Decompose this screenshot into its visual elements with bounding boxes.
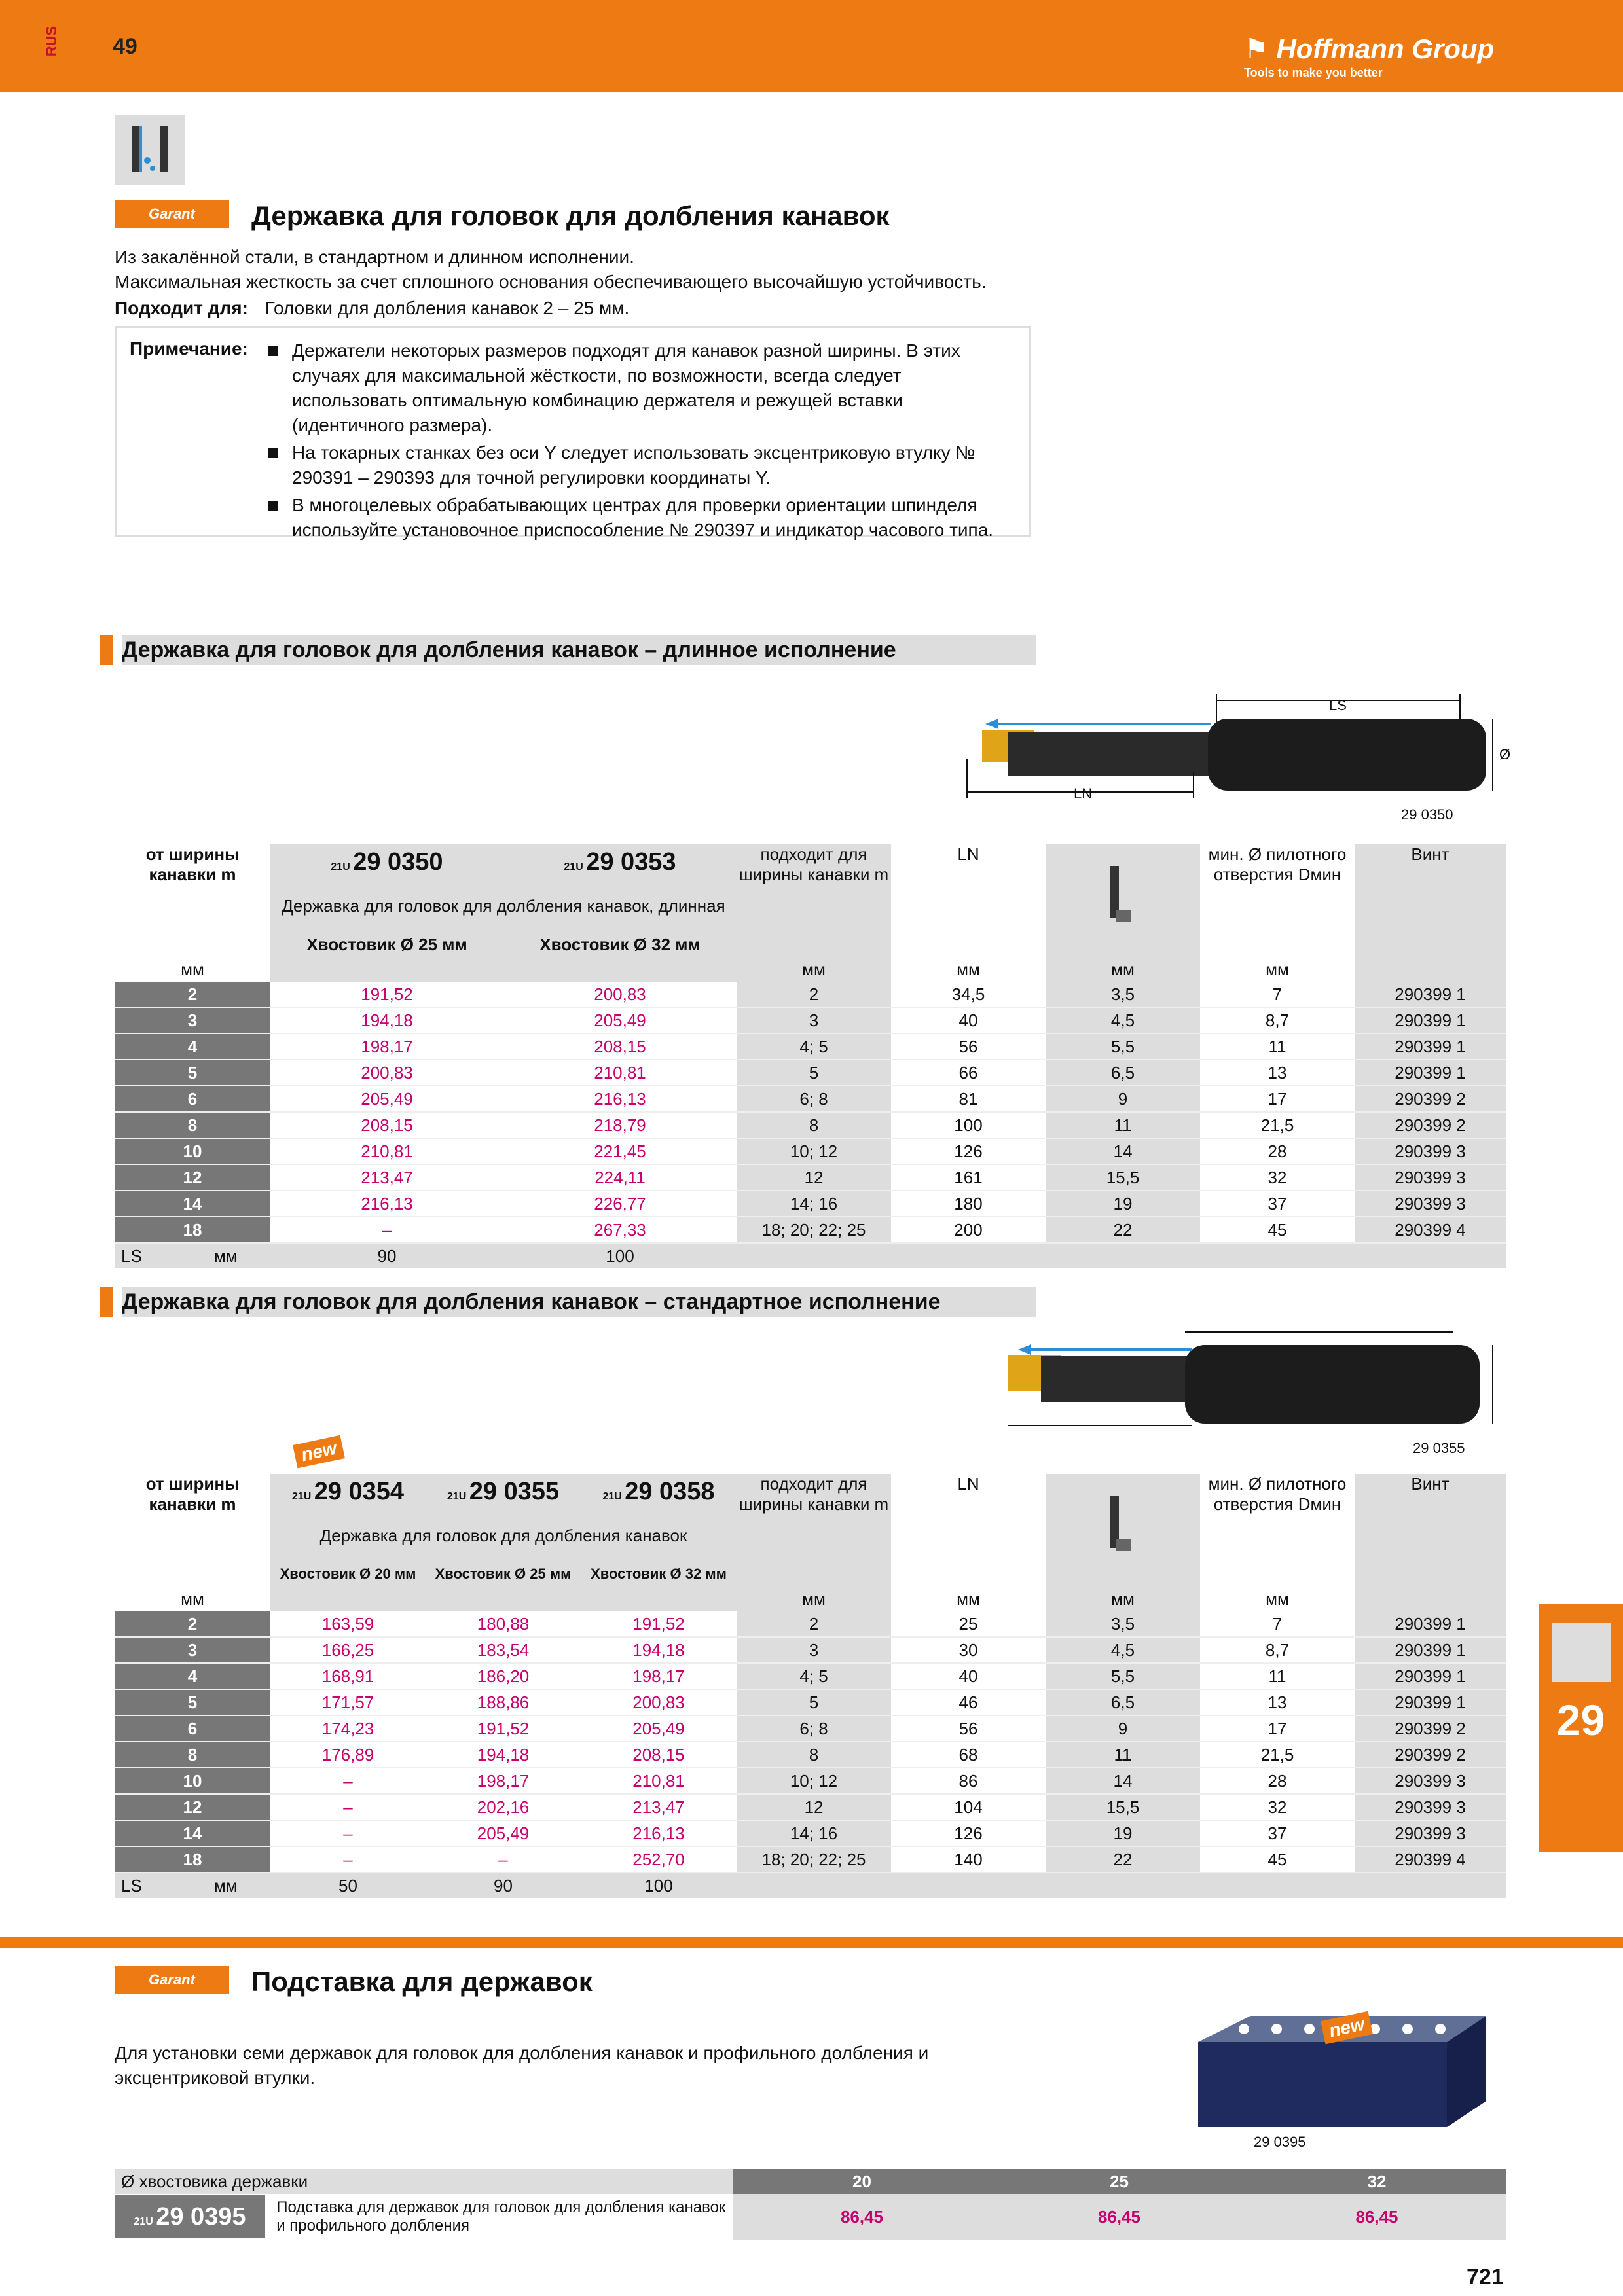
width-cell: 5 (115, 1689, 270, 1715)
col-ln-header: LN (957, 1474, 979, 1494)
price-cell: 194,18 (270, 1007, 503, 1033)
section-standard-heading: Державка для головок для долбления канавок – стандартное исполнение (122, 1289, 941, 1314)
value-cell: 18; 20; 22; 25 (737, 1846, 891, 1873)
table-row (115, 1138, 1506, 1164)
price-cell: – (270, 1846, 426, 1873)
price-cell: 180,88 (426, 1611, 581, 1637)
ls-value: 90 (270, 1243, 503, 1268)
ls-value: 90 (426, 1873, 581, 1898)
value-cell: 86 (891, 1768, 1046, 1794)
price-cell: 221,45 (503, 1138, 737, 1164)
price-cell: 226,77 (503, 1191, 737, 1217)
value-cell: 126 (891, 1138, 1046, 1164)
price-cell: 168,91 (270, 1663, 426, 1689)
price-cell: 205,49 (270, 1086, 503, 1112)
col-fits-header: подходит для ширины канавки m (737, 844, 891, 957)
stand-description: Для установки семи державок для головок для долбления канавок и профильного долбления и эксцентриковой втулки. (115, 2043, 929, 2088)
width-cell: 18 (115, 1217, 270, 1243)
value-cell: 104 (891, 1794, 1046, 1820)
price-cell: 213,47 (270, 1164, 503, 1191)
value-cell: 22 (1046, 1217, 1200, 1243)
price-cell: 205,49 (426, 1820, 581, 1846)
ls-row-label (115, 1243, 270, 1268)
value-cell: 8 (737, 1112, 891, 1138)
value-cell: 15,5 (1046, 1164, 1200, 1191)
value-cell: 100 (891, 1112, 1046, 1138)
value-cell: 7 (1200, 1611, 1355, 1637)
value-cell: 15,5 (1046, 1794, 1200, 1820)
price-cell: 200,83 (581, 1689, 737, 1715)
col-screw-header: Винт (1355, 1474, 1506, 1587)
page-number-top: 49 (113, 34, 137, 59)
width-cell: 6 (115, 1086, 270, 1112)
value-cell: 14; 16 (737, 1191, 891, 1217)
value-cell: 56 (891, 1715, 1046, 1742)
section-long (100, 635, 1036, 665)
ls-unit: мм (213, 1875, 238, 1895)
value-cell: 290399 2 (1355, 1742, 1506, 1768)
long-table-body (115, 982, 1506, 1243)
shank-header: Хвостовик Ø 20 мм (270, 1562, 426, 1587)
value-cell: 290399 3 (1355, 1164, 1506, 1191)
table-row (115, 1611, 1506, 1637)
price-cell: 213,47 (581, 1794, 737, 1820)
price-cell: 210,81 (503, 1060, 737, 1086)
price-cell: 208,15 (581, 1742, 737, 1768)
article-29-0354: 21U 29 0354 (270, 1474, 426, 1509)
value-cell: 290399 3 (1355, 1794, 1506, 1820)
table-row (115, 1663, 1506, 1689)
shank-size: 32 (1248, 2169, 1506, 2194)
value-cell: 290399 1 (1355, 1689, 1506, 1715)
value-cell: 290399 3 (1355, 1820, 1506, 1846)
logo-mark-icon: ⚑ (1244, 33, 1277, 64)
price-cell: – (426, 1846, 581, 1873)
value-cell: 30 (891, 1637, 1046, 1663)
value-cell: 7 (1200, 982, 1355, 1007)
table-row (115, 1689, 1506, 1715)
value-cell: 40 (891, 1663, 1046, 1689)
price-cell: 198,17 (270, 1033, 503, 1060)
article-number: 29 0350 (353, 848, 443, 876)
value-cell: 28 (1200, 1138, 1355, 1164)
width-cell: 2 (115, 982, 270, 1007)
value-cell: 4; 5 (737, 1033, 891, 1060)
price-cell: – (270, 1820, 426, 1846)
value-cell: 290399 4 (1355, 1846, 1506, 1873)
price-cell: 210,81 (581, 1768, 737, 1794)
value-cell: 14; 16 (737, 1820, 891, 1846)
value-cell: 290399 1 (1355, 982, 1506, 1007)
value-cell: 12 (737, 1794, 891, 1820)
value-cell: 45 (1200, 1217, 1355, 1243)
value-cell: 290399 4 (1355, 1217, 1506, 1243)
value-cell: 2 (737, 982, 891, 1007)
article-number: 29 0358 (625, 1477, 715, 1505)
width-cell: 18 (115, 1846, 270, 1873)
value-cell: 19 (1046, 1820, 1200, 1846)
chapter-number: 29 (1556, 1696, 1605, 1744)
price-cell: 200,83 (503, 982, 737, 1007)
stand-article-row: 21U 29 0395 Подставка для державок для головок для долбления канавок и профильного долбления (115, 2194, 733, 2240)
value-cell: 126 (891, 1820, 1046, 1846)
note-list (267, 338, 1020, 545)
unit-label: мм (181, 959, 204, 979)
table-row (115, 1637, 1506, 1663)
price-cell: 202,16 (426, 1794, 581, 1820)
value-cell: 3 (737, 1637, 891, 1663)
price-cell: 224,11 (503, 1164, 737, 1191)
table-row (115, 1768, 1506, 1794)
price-cell: 194,18 (426, 1742, 581, 1768)
value-cell: 18; 20; 22; 25 (737, 1217, 891, 1243)
unit-label: мм (737, 1587, 891, 1611)
value-cell: 5 (737, 1060, 891, 1086)
stand-article: 29 0395 (156, 2203, 246, 2231)
width-cell: 12 (115, 1164, 270, 1191)
value-cell: 32 (1200, 1164, 1355, 1191)
value-cell: 9 (1046, 1715, 1200, 1742)
article-29-0355: 21U 29 0355 (426, 1474, 581, 1509)
table-row (115, 1846, 1506, 1873)
price-cell: 176,89 (270, 1742, 426, 1768)
stand-title: Подставка для державок (251, 1966, 593, 1997)
value-cell: 11 (1046, 1112, 1200, 1138)
price-cell: 205,49 (503, 1007, 737, 1033)
price-cell: 171,57 (270, 1689, 426, 1715)
shank-header: Хвостовик Ø 32 мм (503, 932, 737, 957)
col-screw-header: Винт (1355, 844, 1506, 957)
value-cell: 8 (737, 1742, 891, 1768)
value-cell: 4,5 (1046, 1007, 1200, 1033)
fits-row (115, 296, 629, 321)
table-row (115, 1217, 1506, 1243)
dim-d-label: Ø (1499, 746, 1511, 762)
value-cell: 8,7 (1200, 1007, 1355, 1033)
stand-price: 86,45 (991, 2194, 1248, 2240)
value-cell: 290399 1 (1355, 1060, 1506, 1086)
fits-label: Подходит для: (115, 298, 248, 318)
value-cell: 6,5 (1046, 1060, 1200, 1086)
note-item: На токарных станках без оси Y следует использовать эксцентриковую втулку № 290391 – 290393 для точной регулировки координаты Y. (267, 440, 1020, 490)
table-row (115, 1820, 1506, 1846)
value-cell: 6; 8 (737, 1715, 891, 1742)
slot-icon (1046, 844, 1200, 957)
width-cell: 10 (115, 1768, 270, 1794)
value-cell: 32 (1200, 1794, 1355, 1820)
table-row (115, 1007, 1506, 1033)
value-cell: 13 (1200, 1060, 1355, 1086)
price-cell: 183,54 (426, 1637, 581, 1663)
table-row (115, 1794, 1506, 1820)
value-cell: 4,5 (1046, 1637, 1200, 1663)
width-cell: 4 (115, 1033, 270, 1060)
garant-badge: Garant (115, 1966, 229, 1994)
unit-label: мм (1046, 1587, 1200, 1611)
value-cell: 21,5 (1200, 1742, 1355, 1768)
long-table (115, 844, 1506, 1268)
page-number: 721 (1467, 2265, 1504, 2289)
value-cell: 68 (891, 1742, 1046, 1768)
stand-table (115, 2169, 1506, 2240)
price-cell: 191,52 (426, 1715, 581, 1742)
price-cell: 252,70 (581, 1846, 737, 1873)
value-cell: 6,5 (1046, 1689, 1200, 1715)
price-cell: 163,59 (270, 1611, 426, 1637)
col-ln-header: LN (957, 844, 979, 864)
value-cell: 9 (1046, 1086, 1200, 1112)
price-cell: 174,23 (270, 1715, 426, 1742)
stand-price: 86,45 (1248, 2194, 1506, 2240)
value-cell: 290399 1 (1355, 1637, 1506, 1663)
price-cell: – (270, 1217, 503, 1243)
insert-icon (1552, 1623, 1611, 1682)
price-cell: 198,17 (426, 1768, 581, 1794)
shank-size: 25 (991, 2169, 1248, 2194)
value-cell: 13 (1200, 1689, 1355, 1715)
value-cell: 161 (891, 1164, 1046, 1191)
note-item: В многоцелевых обрабатывающих центрах для проверки ориентации шпинделя используйте установочное приспособление № 290397 и индикатор часового типа. (267, 493, 1020, 543)
long-figure-label: 29 0350 (1401, 806, 1453, 823)
value-cell: 3,5 (1046, 1611, 1200, 1637)
width-cell: 3 (115, 1007, 270, 1033)
value-cell: 25 (891, 1611, 1046, 1637)
value-cell: 22 (1046, 1846, 1200, 1873)
value-cell: 5,5 (1046, 1663, 1200, 1689)
price-cell: 166,25 (270, 1637, 426, 1663)
ls-value: 50 (270, 1873, 426, 1898)
price-cell: 194,18 (581, 1637, 737, 1663)
standard-table (115, 1474, 1506, 1898)
brand-name: Hoffmann Group (1276, 33, 1495, 64)
value-cell: 290399 3 (1355, 1768, 1506, 1794)
price-cell: – (270, 1768, 426, 1794)
note-label: Примечание: (130, 338, 248, 359)
value-cell: 290399 2 (1355, 1715, 1506, 1742)
shank-label: Ø хвостовика державки (115, 2169, 733, 2194)
value-cell: 8,7 (1200, 1637, 1355, 1663)
value-cell: 10; 12 (737, 1768, 891, 1794)
price-cell: 191,52 (270, 982, 503, 1007)
value-cell: 21,5 (1200, 1112, 1355, 1138)
price-cell: 216,13 (503, 1086, 737, 1112)
value-cell: 3,5 (1046, 982, 1200, 1007)
width-cell: 8 (115, 1112, 270, 1138)
value-cell: 45 (1200, 1846, 1355, 1873)
unit-label: мм (181, 1588, 204, 1609)
value-cell: 37 (1200, 1820, 1355, 1846)
new-badge: new (293, 1435, 345, 1469)
width-cell: 10 (115, 1138, 270, 1164)
price-cell: 205,49 (581, 1715, 737, 1742)
value-cell: 290399 1 (1355, 1611, 1506, 1637)
price-cell: 218,79 (503, 1112, 737, 1138)
value-cell: 3 (737, 1007, 891, 1033)
page-header (0, 0, 1623, 92)
section-long-heading: Державка для головок для долбления канавок – длинное исполнение (122, 637, 896, 662)
value-cell: 12 (737, 1164, 891, 1191)
article-number: 29 0355 (469, 1477, 560, 1505)
unit-label: мм (1266, 1588, 1289, 1609)
price-cell: 191,52 (581, 1611, 737, 1637)
dim-ln-label: LN (1074, 785, 1093, 802)
section-divider (0, 1937, 1623, 1948)
value-cell: 28 (1200, 1768, 1355, 1794)
width-cell: 6 (115, 1715, 270, 1742)
value-cell: 46 (891, 1689, 1046, 1715)
unit-label: мм (957, 959, 980, 979)
value-cell: 290399 1 (1355, 1033, 1506, 1060)
shank-header: Хвостовик Ø 25 мм (426, 1562, 581, 1587)
price-cell: 198,17 (581, 1663, 737, 1689)
description-line-1: Из закалённой стали, в стандартном и длинном исполнении. (115, 247, 634, 267)
value-cell: 11 (1046, 1742, 1200, 1768)
table-row (115, 1742, 1506, 1768)
brand-tagline: Tools to make you better (1244, 66, 1383, 79)
price-cell: 208,15 (270, 1112, 503, 1138)
ls-label: LS (121, 1246, 142, 1266)
article-number: 29 0354 (314, 1477, 405, 1505)
price-cell: 188,86 (426, 1689, 581, 1715)
price-cell: 200,83 (270, 1060, 503, 1086)
article-29-0353: 21U 29 0353 (503, 844, 737, 880)
value-cell: 14 (1046, 1768, 1200, 1794)
unit-label: мм (737, 957, 891, 982)
width-cell: 4 (115, 1663, 270, 1689)
value-cell: 81 (891, 1086, 1046, 1112)
note-item: Держатели некоторых размеров подходят для канавок разной ширины. В этих случаях для максимальной жёсткости, по возможности, всегда следует использовать оптимальную комбинацию держателя и режущей вставки (идентичного размера). (267, 338, 1020, 438)
value-cell: 180 (891, 1191, 1046, 1217)
value-cell: 19 (1046, 1191, 1200, 1217)
value-cell: 14 (1046, 1138, 1200, 1164)
ls-row-label (115, 1873, 270, 1898)
section-standard (100, 1287, 1036, 1317)
col-width-header: от ширины канавки m (145, 844, 240, 884)
standard-holder-figure (995, 1316, 1519, 1446)
slot-icon (1046, 1474, 1200, 1587)
width-cell: 2 (115, 1611, 270, 1637)
price-cell: 216,13 (270, 1191, 503, 1217)
col-width-header: от ширины канавки m (145, 1474, 240, 1514)
article-29-0350: 21U 29 0350 (270, 844, 503, 880)
shank-header: Хвостовик Ø 32 мм (581, 1562, 737, 1587)
width-cell: 3 (115, 1637, 270, 1663)
col-pilot-header: мин. Ø пилотного отверстия Dмин (1208, 844, 1347, 884)
width-cell: 14 (115, 1191, 270, 1217)
standard-table-body (115, 1611, 1506, 1873)
new-badge: new (1321, 2011, 1373, 2045)
value-cell: 11 (1200, 1033, 1355, 1060)
value-cell: 290399 2 (1355, 1086, 1506, 1112)
dim-ls-label: LS (1329, 697, 1347, 713)
ls-value: 100 (581, 1873, 737, 1898)
price-cell: – (270, 1794, 426, 1820)
article-number: 29 0353 (586, 848, 676, 876)
table-row (115, 982, 1506, 1007)
hoffmann-logo (1244, 33, 1494, 80)
garant-badge: Garant (115, 200, 229, 228)
long-desc: Державка для головок для долбления канавок, длинная (270, 880, 737, 932)
value-cell: 140 (891, 1846, 1046, 1873)
value-cell: 37 (1200, 1191, 1355, 1217)
width-cell: 5 (115, 1060, 270, 1086)
product-title: Державка для головок для долбления канавок (251, 200, 890, 231)
value-cell: 10; 12 (737, 1138, 891, 1164)
table-row (115, 1164, 1506, 1191)
fits-value: Головки для долбления канавок 2 – 25 мм. (264, 298, 630, 318)
article-29-0358: 21U 29 0358 (581, 1474, 737, 1509)
value-cell: 6; 8 (737, 1086, 891, 1112)
value-cell: 290399 3 (1355, 1138, 1506, 1164)
value-cell: 200 (891, 1217, 1046, 1243)
price-cell: 267,33 (503, 1217, 737, 1243)
stand-price: 86,45 (733, 2194, 991, 2240)
value-cell: 290399 3 (1355, 1191, 1506, 1217)
std-desc: Державка для головок для долбления канавок (270, 1509, 737, 1562)
table-row (115, 1033, 1506, 1060)
value-cell: 290399 1 (1355, 1663, 1506, 1689)
chapter-tab (1539, 1604, 1623, 1852)
value-cell: 34,5 (891, 982, 1046, 1007)
price-cell: 216,13 (581, 1820, 737, 1846)
shank-header: Хвостовик Ø 25 мм (270, 932, 503, 957)
price-cell: 210,81 (270, 1138, 503, 1164)
unit-label: мм (1046, 957, 1200, 982)
value-cell: 66 (891, 1060, 1046, 1086)
width-cell: 12 (115, 1794, 270, 1820)
value-cell: 17 (1200, 1086, 1355, 1112)
ls-value: 100 (503, 1243, 737, 1268)
ls-unit: мм (213, 1246, 238, 1266)
col-pilot-header: мин. Ø пилотного отверстия Dмин (1208, 1474, 1347, 1514)
table-row (115, 1112, 1506, 1138)
stand-desc: Подставка для державок для головок для долбления канавок и профильного долбления (276, 2198, 726, 2234)
width-cell: 14 (115, 1820, 270, 1846)
value-cell: 5,5 (1046, 1033, 1200, 1060)
unit-label: мм (1266, 959, 1289, 979)
table-row (115, 1086, 1506, 1112)
stand-figure-label: 29 0395 (1254, 2134, 1306, 2150)
language-code: RUS (43, 26, 60, 57)
value-cell: 4; 5 (737, 1663, 891, 1689)
table-row (115, 1191, 1506, 1217)
value-cell: 2 (737, 1611, 891, 1637)
price-cell: 208,15 (503, 1033, 737, 1060)
coolant-icon (115, 115, 185, 185)
value-cell: 56 (891, 1033, 1046, 1060)
description-line-2: Максимальная жесткость за счет сплошного основания обеспечивающего высочайшую устойчивость. (115, 272, 987, 292)
value-cell: 5 (737, 1689, 891, 1715)
value-cell: 290399 2 (1355, 1112, 1506, 1138)
value-cell: 17 (1200, 1715, 1355, 1742)
width-cell: 8 (115, 1742, 270, 1768)
value-cell: 40 (891, 1007, 1046, 1033)
standard-figure-label: 29 0355 (1413, 1440, 1465, 1456)
col-fits-header: подходит для ширины канавки m (737, 1474, 891, 1587)
value-cell: 11 (1200, 1663, 1355, 1689)
unit-label: мм (957, 1588, 980, 1609)
ls-label: LS (121, 1875, 142, 1895)
value-cell: 290399 1 (1355, 1007, 1506, 1033)
price-cell: 186,20 (426, 1663, 581, 1689)
table-row (115, 1060, 1506, 1086)
table-row (115, 1715, 1506, 1742)
shank-size: 20 (733, 2169, 991, 2194)
note-box (115, 326, 1031, 540)
